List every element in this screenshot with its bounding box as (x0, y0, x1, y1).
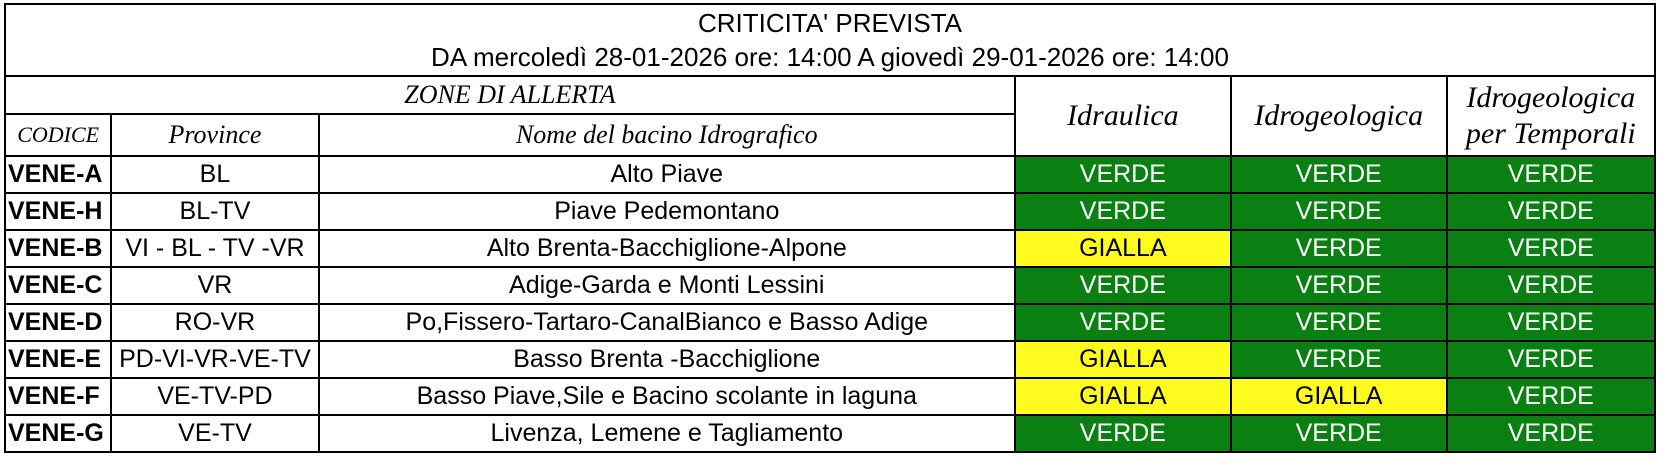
idraulica-header: Idraulica (1015, 76, 1231, 156)
idrogeologica-level-cell: VERDE (1231, 415, 1447, 452)
temporali-level-cell: VERDE (1447, 193, 1655, 230)
zone-group-header: ZONE DI ALLERTA (5, 76, 1015, 114)
temporali-level-cell: VERDE (1447, 378, 1655, 415)
temporali-level-cell: VERDE (1447, 304, 1655, 341)
zone-code-cell: VENE-G (5, 415, 111, 452)
idrogeologica-level-cell: VERDE (1231, 341, 1447, 378)
idraulica-level-cell: VERDE (1015, 267, 1231, 304)
idrogeologica-level-cell: VERDE (1231, 156, 1447, 193)
province-cell: VI - BL - TV -VR (111, 230, 318, 267)
table-row (5, 230, 1655, 267)
table-row (5, 304, 1655, 341)
province-cell: PD-VI-VR-VE-TV (111, 341, 318, 378)
province-header: Province (111, 114, 318, 156)
table-row (5, 341, 1655, 378)
temporali-level-cell: VERDE (1447, 230, 1655, 267)
province-cell: VE-TV (111, 415, 318, 452)
province-cell: VR (111, 267, 318, 304)
zone-code-cell: VENE-E (5, 341, 111, 378)
idraulica-level-cell: VERDE (1015, 156, 1231, 193)
alert-table (4, 3, 1656, 453)
zone-code-cell: VENE-F (5, 378, 111, 415)
basin-name-cell: Adige-Garda e Monti Lessini (319, 267, 1015, 304)
zone-code-cell: VENE-H (5, 193, 111, 230)
basin-name-cell: Basso Piave,Sile e Bacino scolante in laguna (319, 378, 1015, 415)
period-text: DA mercoledì 28-01-2026 ore: 14:00 A giovedì 29-01-2026 ore: 14:00 (431, 42, 1229, 72)
province-cell: RO-VR (111, 304, 318, 341)
idraulica-level-cell: GIALLA (1015, 341, 1231, 378)
idraulica-level-cell: VERDE (1015, 415, 1231, 452)
table-row (5, 415, 1655, 452)
temporali-header-line2: per Temporali (1465, 117, 1636, 150)
alert-table-container (4, 3, 1656, 463)
idrogeologica-level-cell: VERDE (1231, 304, 1447, 341)
basin-name-cell: Alto Brenta-Bacchiglione-Alpone (319, 230, 1015, 267)
zone-code-cell: VENE-D (5, 304, 111, 341)
idrogeologica-level-cell: GIALLA (1231, 378, 1447, 415)
basin-name-cell: Livenza, Lemene e Tagliamento (319, 415, 1015, 452)
basin-name-cell: Po,Fissero-Tartaro-CanalBianco e Basso Adige (319, 304, 1015, 341)
basin-header: Nome del bacino Idrografico (319, 114, 1015, 156)
table-body (5, 156, 1655, 452)
temporali-level-cell: VERDE (1447, 267, 1655, 304)
temporali-level-cell: VERDE (1447, 156, 1655, 193)
zone-code-cell: VENE-B (5, 230, 111, 267)
province-cell: VE-TV-PD (111, 378, 318, 415)
idraulica-level-cell: GIALLA (1015, 378, 1231, 415)
idraulica-level-cell: VERDE (1015, 304, 1231, 341)
temporali-level-cell: VERDE (1447, 415, 1655, 452)
province-cell: BL-TV (111, 193, 318, 230)
table-row (5, 156, 1655, 193)
title-row (5, 4, 1655, 76)
idrogeologica-level-cell: VERDE (1231, 230, 1447, 267)
table-row (5, 193, 1655, 230)
idrogeologica-level-cell: VERDE (1231, 267, 1447, 304)
zone-code-cell: VENE-A (5, 156, 111, 193)
idrogeologica-level-cell: VERDE (1231, 193, 1447, 230)
temporali-header-line1: Idrogeologica (1466, 81, 1636, 114)
idraulica-level-cell: VERDE (1015, 193, 1231, 230)
temporali-level-cell: VERDE (1447, 341, 1655, 378)
table-title: CRITICITA' PREVISTA (697, 8, 963, 38)
table-row (5, 378, 1655, 415)
basin-name-cell: Basso Brenta -Bacchiglione (319, 341, 1015, 378)
temporali-header (1447, 76, 1655, 156)
title-cell (5, 4, 1655, 76)
basin-name-cell: Piave Pedemontano (319, 193, 1015, 230)
code-header: CODICE (5, 114, 111, 156)
header-row-1 (5, 76, 1655, 114)
basin-name-cell: Alto Piave (319, 156, 1015, 193)
idraulica-level-cell: GIALLA (1015, 230, 1231, 267)
province-cell: BL (111, 156, 318, 193)
idrogeologica-header: Idrogeologica (1231, 76, 1447, 156)
table-row (5, 267, 1655, 304)
zone-code-cell: VENE-C (5, 267, 111, 304)
